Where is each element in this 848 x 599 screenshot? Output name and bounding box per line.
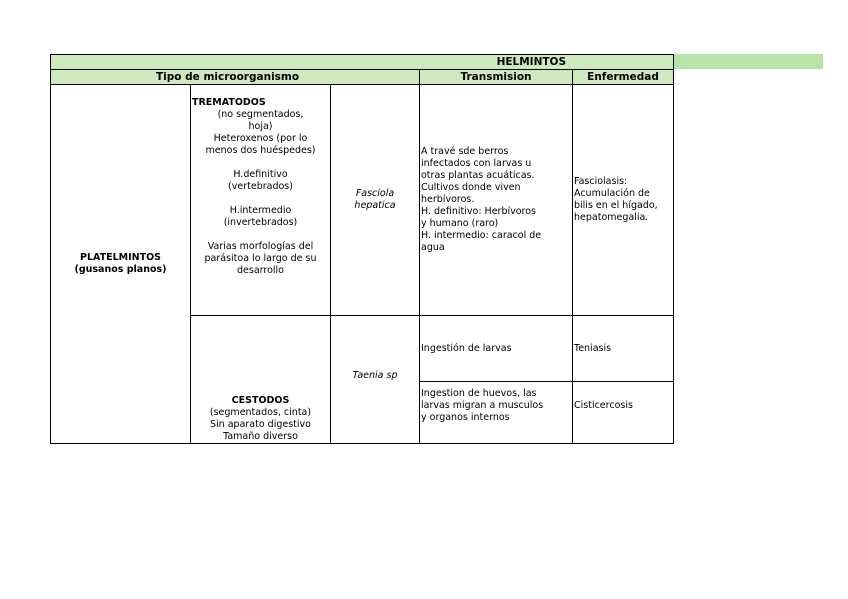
- cestodos-title: CESTODOS: [231, 395, 290, 406]
- cestodos-transmision-2: Ingestion de huevos, las larvas migran a musculos y organos internos: [420, 382, 573, 444]
- group-name: PLATELMINTOS: [80, 252, 161, 263]
- trematodos-description: (no segmentados, hoja) Heteroxenos (por lo menos dos huéspedes) H.definitivo (vertebrados) H.intermedio (invertebrados) Varias morfologías del parásitoa lo largo de su desarrollo: [204, 109, 317, 276]
- cestodos-enfermedad-1: Teniasis: [573, 316, 674, 382]
- trematodos-title: TREMATODOS: [192, 97, 266, 108]
- trematodos-enfermedad: Fasciolasis: Acumulación de bilis en el hígado, hepatomegalia.: [573, 85, 674, 316]
- group-subtitle: (gusanos planos): [74, 264, 167, 275]
- spreadsheet: [50, 54, 673, 442]
- taenia-species: Taenia sp: [331, 316, 420, 444]
- fasciola-species: Fasciola hepatica: [331, 85, 420, 316]
- cestodos-cell: [191, 316, 331, 444]
- cestodos-transmision-1: Ingestión de larvas: [420, 316, 573, 382]
- cestodos-enfermedad-2: Cisticercosis: [573, 382, 674, 444]
- helmintos-table: [50, 54, 674, 444]
- group-cell: [51, 85, 191, 444]
- header-enfermedad: Enfermedad: [573, 70, 674, 85]
- trematodos-transmision: A travé sde berros infectados con larvas u otras plantas acuáticas. Cultivos donde viven herbívoros. H. definitivo: Herbívoros y humano (raro) H. intermedio: caracol de agua: [420, 85, 573, 316]
- trematodos-cell: [191, 85, 331, 316]
- cestodos-description: (segmentados, cinta) Sin aparato digestivo Tamaño diverso: [209, 407, 312, 442]
- header-transmision: Transmision: [420, 70, 573, 85]
- table-title: HELMINTOS: [51, 55, 674, 70]
- header-tipo: Tipo de microorganismo: [51, 70, 420, 85]
